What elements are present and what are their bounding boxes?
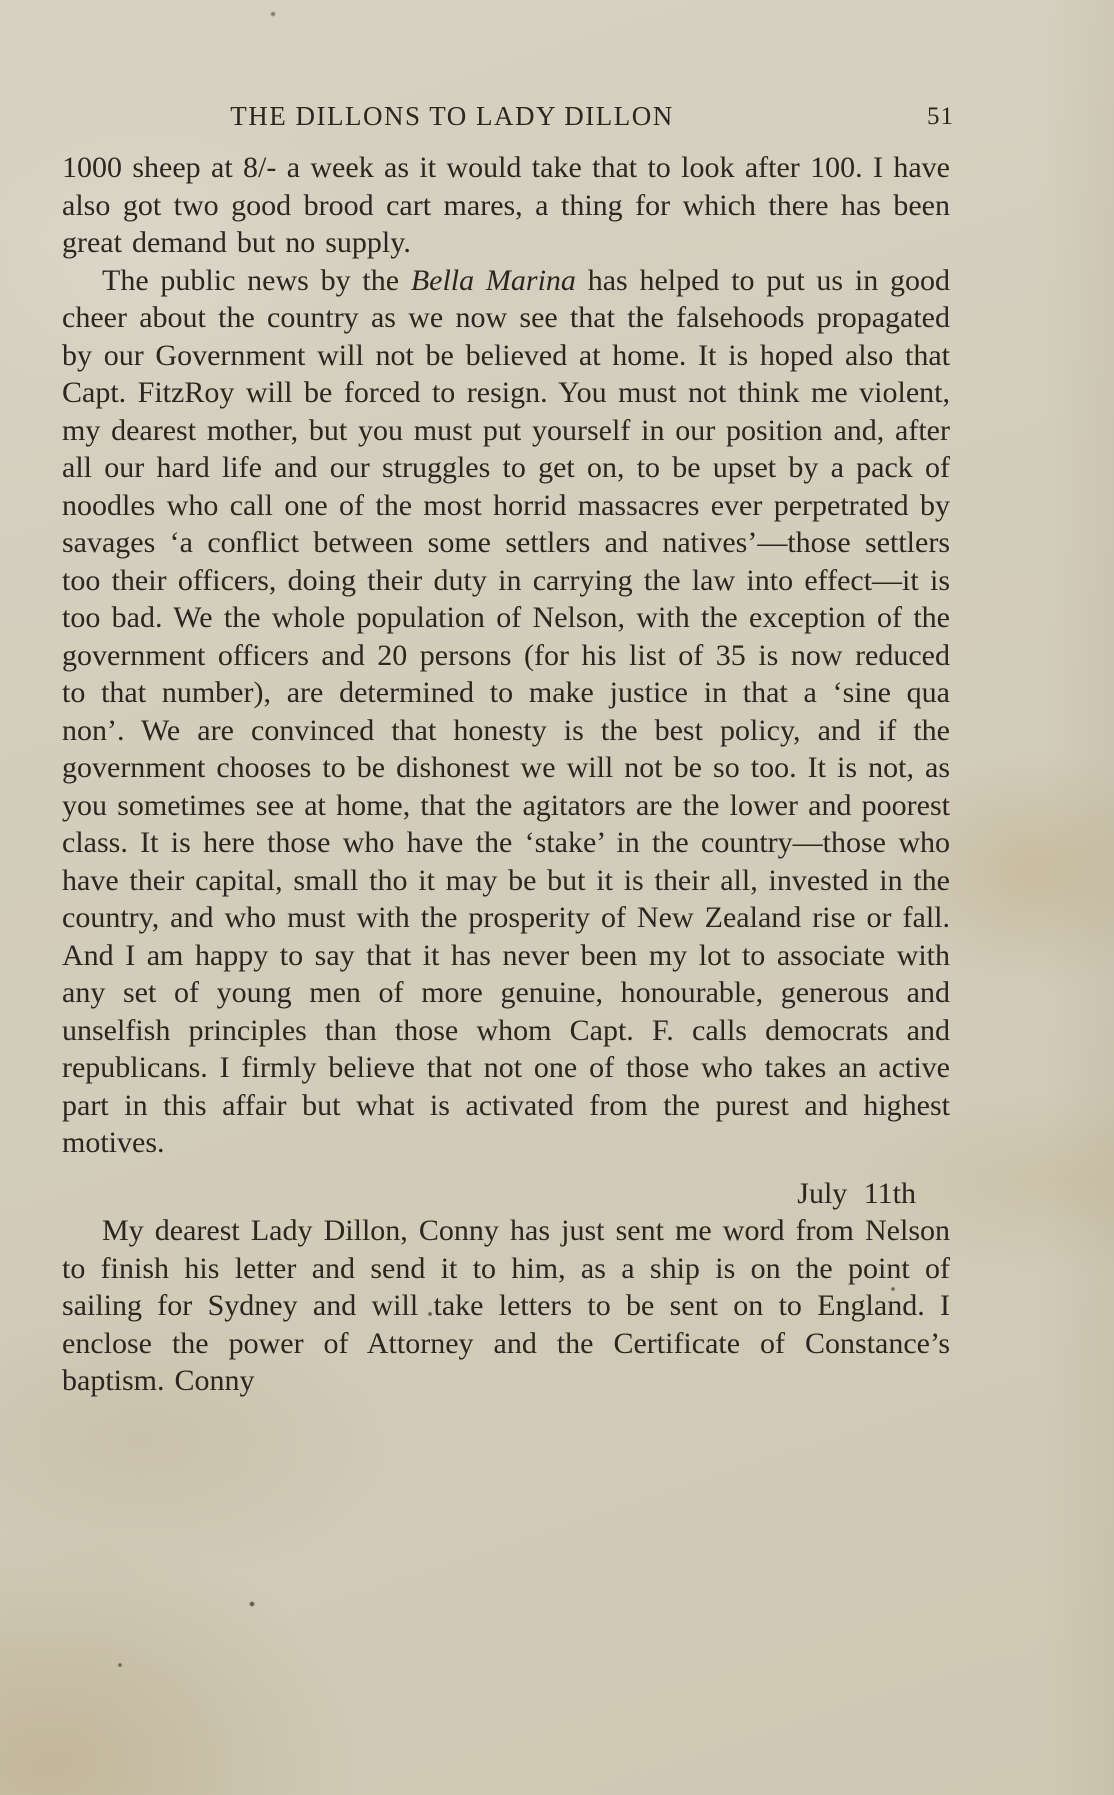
date-line: July 11th [797,1176,916,1210]
running-head [62,101,954,141]
paragraph-text-after-ship: has helped to put us in good cheer about the country as we now see that the falsehoods propagated by our Government will not be believed at home. It is hoped also that Capt. FitzRoy will be forced to resign. You must not think me violent, my dearest mother, but you must put yourself in our position and, after all our hard life and our struggles to get on, to be upset by a pack of noodles who call one of the most horrid massacres ever perpetrated by savages ‘a conflict between some settlers and natives’—those settlers too their officers, doing their duty in carrying the law into effect—it is too bad. We the whole population of Nelson, with the exception of the government officers and 20 persons (for his list of 35 is now reduced to that number), are determined to make justice in that a ‘sine qua non’. We are convinced that honesty is the best policy, and if the government chooses to be dishonest we will not be so too. It is not, as you sometimes see at home, that the agitators are the lower and poorest class. It is here those who have the ‘stake’ in the country—those who have their capital, small tho it may be but it is their all, invested in the country, and who must with the prosperity of New Zealand rise or fall. And I am happy to say that it has never been my lot to associate with any set of young men of more genuine, honourable, generous and unselfish principles than those whom Capt. F. calls democrats and republicans. I firmly believe that not one of those who takes an active part in this affair but what is activated from the purest and highest motives. [62,263,951,1159]
paragraph-lady-dillon [62,1212,950,1400]
ship-name-bella-marina: Bella Marina [410,263,576,297]
page-number: 51 [927,103,954,130]
paragraph-sheep-mares [62,149,950,262]
paragraph-public-news [62,262,950,1162]
paragraph-text: 1000 sheep at 8/- a week as it would take that to look after 100. I have also got two good brood cart mares, a thing for which there has been great demand but no supply. [62,151,950,259]
letter-text-block [62,149,950,1400]
paragraph-text: My dearest Lady Dillon, Conny has just sent me word from Nelson to finish his letter and send it to him, as a ship is on the point of sailing for Sydney and will take letters to be sent on to England. I enclose the power of Attorney and the Certificate of Constance’s baptism. Conny [62,1214,950,1397]
paragraph-text-before-ship: The public news by the [102,263,411,297]
running-head-title: THE DILLONS TO LADY DILLON [230,101,674,131]
